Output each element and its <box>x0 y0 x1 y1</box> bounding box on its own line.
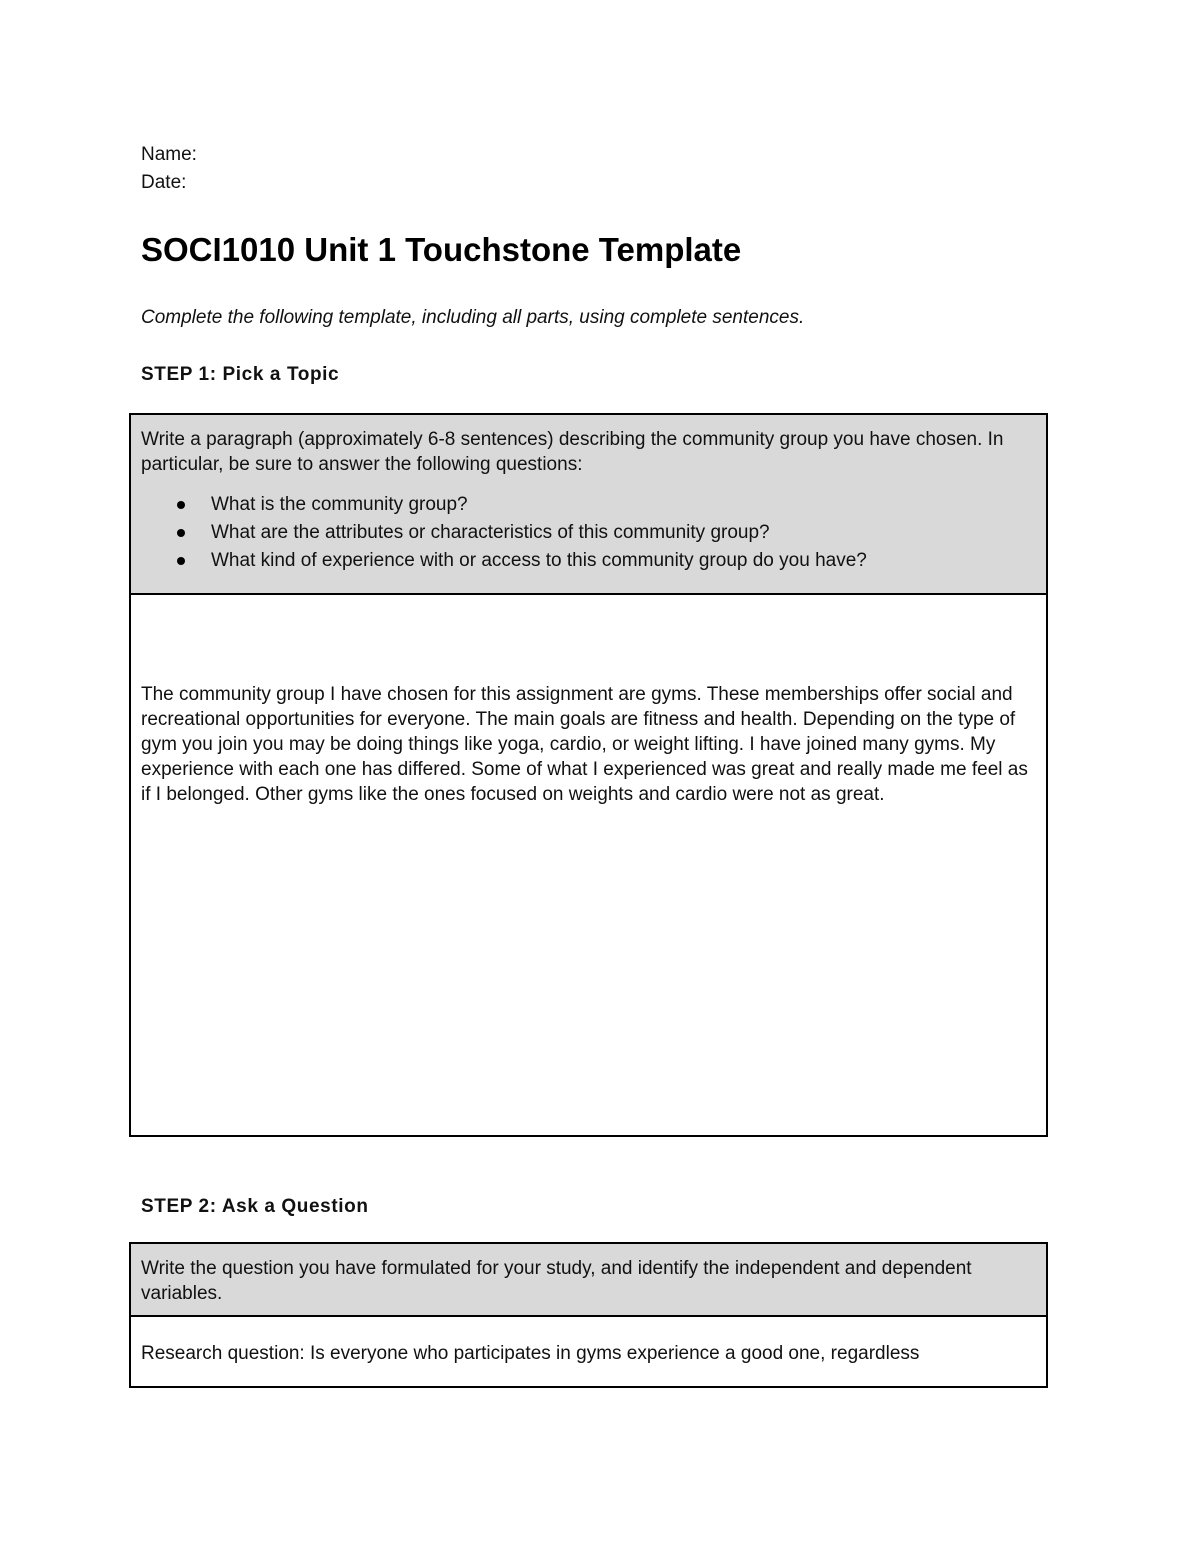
bullet-icon <box>177 501 185 509</box>
step2-prompt-cell <box>131 1244 1046 1317</box>
step2-heading: STEP 2: Ask a Question <box>141 1196 369 1217</box>
step2-answer-cell <box>131 1317 1046 1366</box>
step2-table <box>129 1242 1048 1388</box>
page-title: SOCI1010 Unit 1 Touchstone Template <box>141 231 742 268</box>
step1-prompt-cell <box>131 415 1046 595</box>
step1-heading: STEP 1: Pick a Topic <box>141 364 340 385</box>
question-text: What kind of experience with or access to this community group do you have? <box>211 550 867 571</box>
bullet-icon <box>177 557 185 565</box>
list-item <box>141 547 1036 575</box>
question-text: What are the attributes or characteristics of this community group? <box>211 522 770 543</box>
date-field-label: Date: <box>141 172 187 193</box>
step1-prompt-text: Write a paragraph (approximately 6-8 sentences) describing the community group you have chosen. In particular, be sure to answer the following questions: <box>141 429 1004 475</box>
step1-answer-cell <box>131 595 1046 807</box>
step2-answer-text: Research question: Is everyone who participates in gyms experience a good one, regardless <box>141 1343 920 1364</box>
step1-answer-text: The community group I have chosen for this assignment are gyms. These memberships offer social and recreational opportunities for everyone. The main goals are fitness and health. Depending on the type of gym you join you may be doing things like yoga, cardio, or weight lifting. I have joined many gyms. My experience with each one has differed. Some of what I experienced was great and really made me feel as if I belonged. Other gyms like the ones focused on weights and cardio were not as great. <box>141 684 1028 805</box>
step1-table <box>129 413 1048 1137</box>
step2-prompt-text: Write the question you have formulated for your study, and identify the independent and dependent variables. <box>141 1258 972 1304</box>
list-item <box>141 491 1036 519</box>
name-field-label: Name: <box>141 144 197 165</box>
step1-question-list <box>141 491 1036 575</box>
instructions-text: Complete the following template, including all parts, using complete sentences. <box>141 307 805 328</box>
list-item <box>141 519 1036 547</box>
question-text: What is the community group? <box>211 494 468 515</box>
bullet-icon <box>177 529 185 537</box>
